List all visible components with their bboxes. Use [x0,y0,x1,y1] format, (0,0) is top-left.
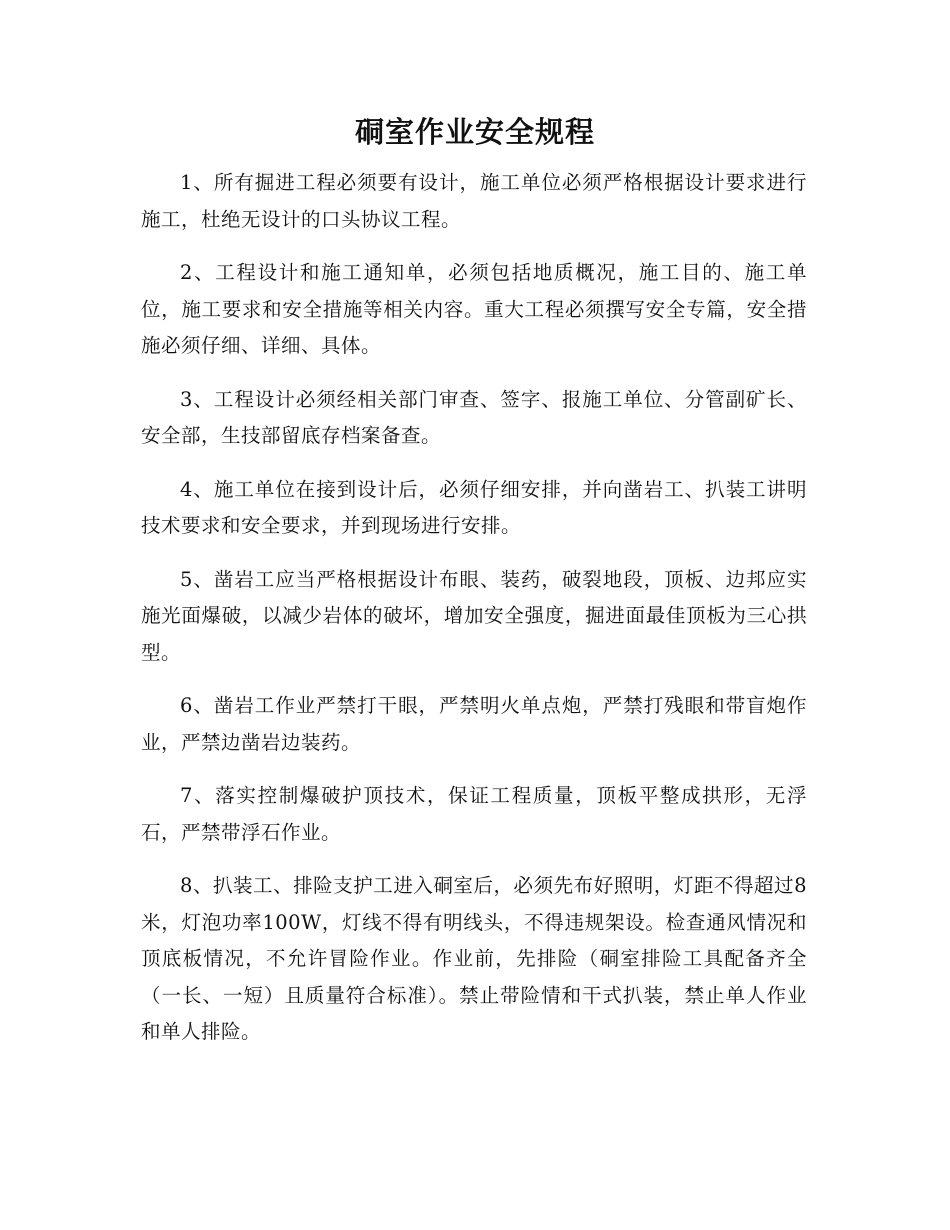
paragraph-8: 8、扒装工、排险支护工进入硐室后，必须先布好照明，灯距不得超过8米，灯泡功率100W，灯线不得有明线头，不得违规架设。检查通风情况和顶底板情况，不允许冒险作业。作业前，先排险（硐室排险工具配备齐全（一长、一短）且质量符合标准）。禁止带险情和干式扒装，禁止单人作业和单人排险。 [141,874,807,1043]
paragraph-3: 3、工程设计必须经相关部门审查、签字、报施工单位、分管副矿长、安全部，生技部留底存档案备查。 [141,387,807,447]
paragraph-2: 2、工程设计和施工通知单，必须包括地质概况，施工目的、施工单位，施工要求和安全措施等相关内容。重大工程必须撰写安全专篇，安全措施必须仔细、详细、具体。 [141,261,807,357]
document-body [141,165,807,1068]
paragraph-6: 6、凿岩工作业严禁打干眼，严禁明火单点炮，严禁打残眼和带盲炮作业，严禁边凿岩边装药。 [141,694,807,754]
document-title: 硐室作业安全规程 [354,115,595,149]
paragraph-5: 5、凿岩工应当严格根据设计布眼、装药，破裂地段，顶板、边邦应实施光面爆破，以减少岩体的破坏，增加安全强度，掘进面最佳顶板为三心拱型。 [141,567,807,664]
paragraph-7: 7、落实控制爆破护顶技术，保证工程质量，顶板平整成拱形，无浮石，严禁带浮石作业。 [141,784,807,844]
paragraph-4: 4、施工单位在接到设计后，必须仔细安排，并向凿岩工、扒装工讲明技术要求和安全要求，并到现场进行安排。 [141,477,807,537]
paragraph-1: 1、所有掘进工程必须要有设计，施工单位必须严格根据设计要求进行施工，杜绝无设计的口头协议工程。 [141,171,807,231]
